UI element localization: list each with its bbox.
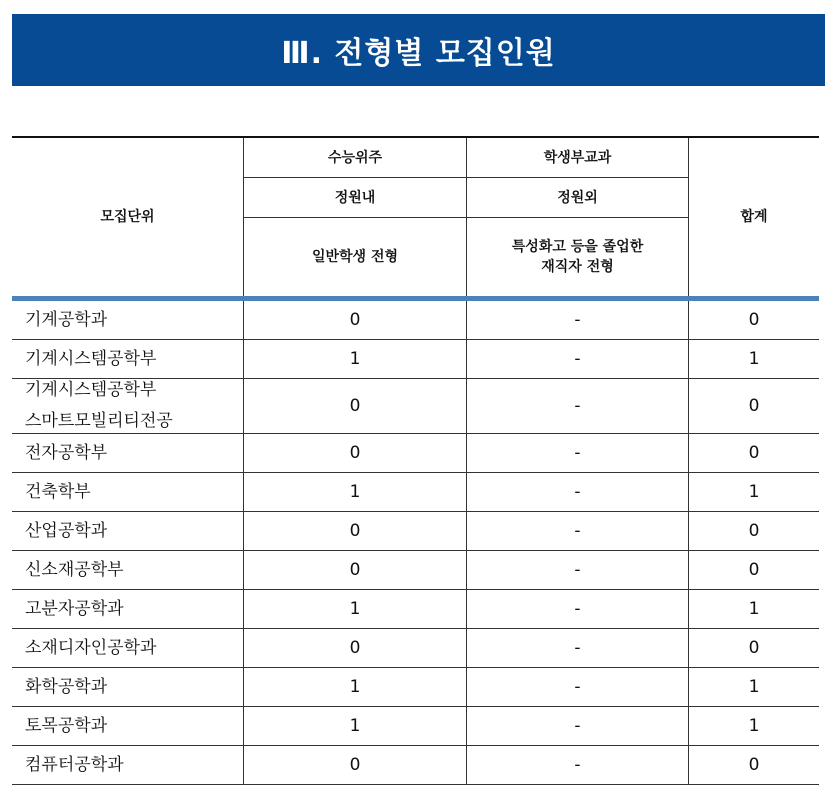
vocational-count-cell: -	[466, 629, 688, 667]
table-header	[12, 136, 819, 296]
table-row	[12, 629, 819, 668]
table-row	[12, 473, 819, 512]
page-title: Ⅲ. 전형별 모집인원	[281, 36, 556, 71]
suneung-count-cell: 0	[243, 746, 466, 784]
unit-name-cell: 산업공학과	[25, 520, 108, 541]
suneung-count-cell: 0	[243, 434, 466, 472]
vocational-count-cell: -	[466, 473, 688, 511]
total-count-cell: 1	[688, 473, 819, 511]
vocational-count-cell: -	[466, 512, 688, 550]
unit-name-cell: 기계시스템공학부	[25, 348, 157, 369]
table-row	[12, 379, 819, 434]
header-quota-in: 정원내	[334, 189, 376, 206]
header-total: 합계	[740, 209, 768, 225]
suneung-count-cell: 0	[243, 301, 466, 339]
total-count-cell: 1	[688, 707, 819, 745]
table-row	[12, 301, 819, 340]
total-count-cell: 1	[688, 668, 819, 706]
header-type-vocational	[467, 218, 688, 296]
unit-name-cell: 전자공학부	[25, 442, 108, 463]
total-count-cell: 0	[688, 512, 819, 550]
vocational-count-cell: -	[466, 340, 688, 378]
table-row	[12, 746, 819, 785]
vocational-count-cell: -	[466, 434, 688, 472]
unit-name-cell: 기계공학과	[25, 309, 108, 330]
unit-name-line1: 기계시스템공학부	[25, 380, 157, 400]
header-quota-out: 정원외	[557, 189, 598, 206]
vocational-count-cell: -	[466, 551, 688, 589]
suneung-count-cell: 1	[243, 707, 466, 745]
header-unit: 모집단위	[100, 209, 155, 225]
unit-name-cell: 건축학부	[25, 481, 91, 502]
header-type-vocational-line1: 특성화고 등을 졸업한	[511, 239, 644, 255]
vocational-count-cell: -	[466, 590, 688, 628]
table-row	[12, 551, 819, 590]
table-row	[12, 590, 819, 629]
total-count-cell: 0	[688, 551, 819, 589]
vocational-count-cell: -	[466, 301, 688, 339]
unit-name-cell: 소재디자인공학과	[25, 637, 157, 658]
suneung-count-cell: 0	[243, 512, 466, 550]
table-row	[12, 668, 819, 707]
table-body	[12, 301, 819, 785]
unit-name-cell	[12, 379, 243, 433]
total-count-cell: 0	[688, 301, 819, 339]
header-type-general: 일반학생 전형	[311, 249, 399, 265]
suneung-count-cell: 0	[243, 379, 466, 433]
total-count-cell: 1	[688, 590, 819, 628]
vocational-count-cell: -	[466, 668, 688, 706]
suneung-count-cell: 1	[243, 590, 466, 628]
header-track-gyogwa: 학생부교과	[543, 149, 612, 166]
unit-name-cell: 컴퓨터공학과	[25, 754, 124, 775]
suneung-count-cell: 0	[243, 629, 466, 667]
table-row	[12, 512, 819, 551]
table-row	[12, 707, 819, 746]
total-count-cell: 1	[688, 340, 819, 378]
table-row	[12, 434, 819, 473]
unit-name-cell: 고분자공학과	[25, 598, 124, 619]
total-count-cell: 0	[688, 629, 819, 667]
unit-name-cell: 토목공학과	[25, 715, 108, 736]
table-row	[12, 340, 819, 379]
unit-name-line2: 스마트모빌리티전공	[25, 411, 173, 431]
suneung-count-cell: 1	[243, 668, 466, 706]
unit-name-cell: 화학공학과	[25, 676, 108, 697]
header-track-suneung: 수능위주	[327, 149, 383, 166]
total-count-cell: 0	[688, 434, 819, 472]
suneung-count-cell: 1	[243, 473, 466, 511]
title-banner	[12, 14, 825, 86]
vocational-count-cell: -	[466, 707, 688, 745]
vocational-count-cell: -	[466, 379, 688, 433]
header-type-vocational-line2: 재직자 전형	[541, 259, 614, 275]
suneung-count-cell: 1	[243, 340, 466, 378]
suneung-count-cell: 0	[243, 551, 466, 589]
total-count-cell: 0	[688, 746, 819, 784]
vocational-count-cell: -	[466, 746, 688, 784]
total-count-cell: 0	[688, 379, 819, 433]
unit-name-cell: 신소재공학부	[25, 559, 124, 580]
recruitment-table	[12, 136, 819, 785]
